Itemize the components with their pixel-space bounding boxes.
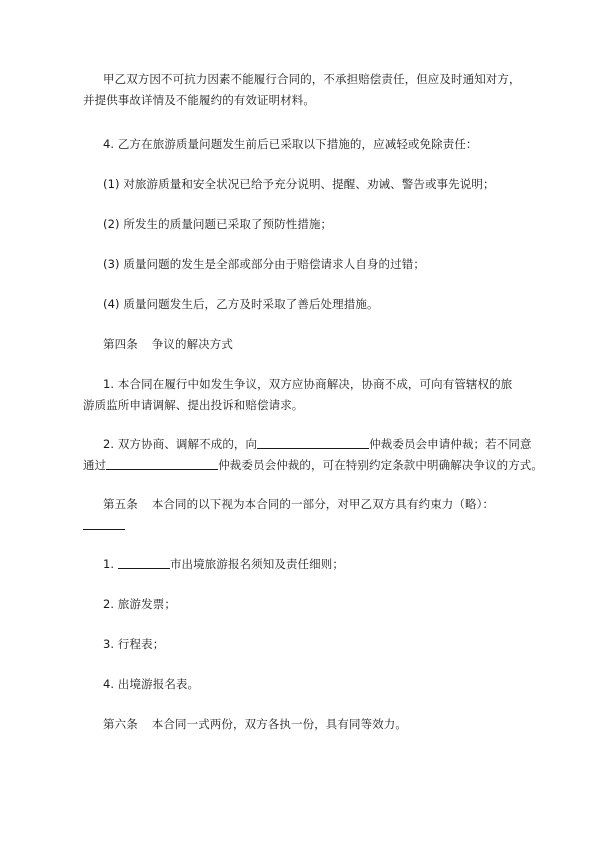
paragraph-clause-4: 4. 乙方在旅游质量问题发生前后已采取以下措施的，应减轻或免除责任：	[103, 137, 478, 151]
text-segment: 通过	[83, 458, 107, 472]
paragraph-item-3: (3) 质量问题的发生是全部或部分由于赔偿请求人自身的过错；	[103, 257, 425, 271]
paragraph-attachment-2: 2. 旅游发票；	[103, 597, 176, 611]
article-4-heading	[83, 334, 543, 355]
paragraph-attachment-3: 3. 行程表；	[103, 637, 165, 651]
paragraph-line: 游质监所申请调解、提出投诉和赔偿请求。	[83, 398, 304, 412]
text-segment: 仲裁委员会申请仲裁；若不同意	[369, 437, 532, 451]
paragraph-item-2: (2) 所发生的质量问题已采取了预防性措施；	[103, 217, 333, 231]
article-text: 本合同的以下视为本合同的一部分，对甲乙双方具有约束力（略）：	[151, 497, 495, 511]
paragraph-attachment-4: 4. 出境游报名表。	[103, 677, 200, 691]
paragraph-line	[83, 455, 543, 476]
article-number: 第五条	[103, 497, 138, 511]
article-title: 争议的解决方式	[151, 337, 234, 351]
paragraph-dispute-2	[83, 434, 543, 476]
article-text: 本合同一式两份，双方各执一份，具有同等效力。	[151, 717, 408, 731]
paragraph-line: 1. 本合同在履行中如发生争议，双方应协商解决，协商不成，可向有管辖权的旅	[103, 377, 513, 391]
paragraph-line	[103, 434, 543, 455]
blank-line-arbitration-2	[106, 457, 218, 470]
paragraph-line: 甲乙双方因不可抗力因素不能履行合同的，不承担赔偿责任，但应及时通知对方，	[103, 72, 521, 86]
paragraph-dispute-1	[83, 374, 543, 416]
paragraph-item-1: (1) 对旅游质量和安全状况已给予充分说明、提醒、劝诫、警告或事先说明；	[103, 177, 495, 191]
blank-line-city	[118, 556, 170, 569]
paragraph-attachment-1	[83, 554, 543, 575]
paragraph-line: 并提供事故详情及不能履约的有效证明材料。	[83, 93, 315, 107]
paragraph-line	[103, 494, 543, 515]
text-segment: 市出境旅游报名须知及责任细则；	[169, 557, 344, 571]
paragraph-line	[83, 515, 543, 536]
text-segment: 2. 双方协商、调解不成的，向	[103, 437, 258, 451]
text-segment: 1.	[103, 557, 115, 571]
text-segment: 仲裁委员会仲裁的，可在特别约定条款中明确解决争议的方式。	[218, 458, 543, 472]
blank-line-arbitration-1	[257, 436, 369, 449]
article-5-heading	[83, 494, 543, 536]
paragraph-item-4: (4) 质量问题发生后，乙方及时采取了善后处理措施。	[103, 297, 379, 311]
article-number: 第六条	[103, 717, 138, 731]
article-number: 第四条	[103, 337, 138, 351]
blank-line-article-5	[83, 517, 125, 530]
article-6-heading	[83, 714, 543, 735]
paragraph-force-majeure	[83, 69, 543, 111]
